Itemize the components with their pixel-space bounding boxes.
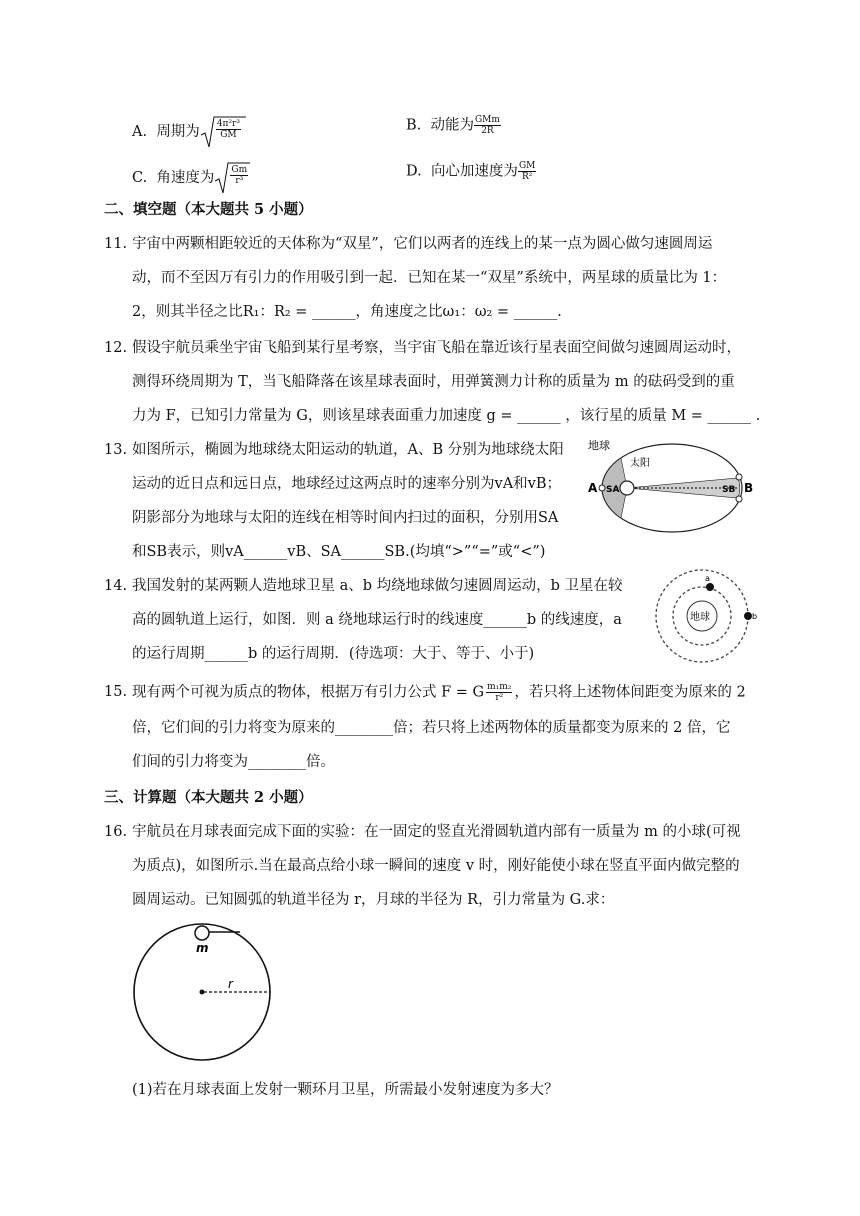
question-text: 圆周运动。已知圆弧的轨道半径为 r，月球的半径为 R，引力常量为 G.求： bbox=[132, 892, 615, 908]
satellite-diagram bbox=[648, 568, 760, 664]
earth-point-b bbox=[736, 496, 742, 502]
label-sb: SB bbox=[722, 485, 736, 495]
question-text: 2，则其半径之比R₁：R₂ = ______，角速度之比ω₁：ω₂ = ______. bbox=[132, 304, 562, 320]
center-point bbox=[200, 990, 205, 995]
question-text: 为质点)，如图所示.当在最高点给小球一瞬间的速度 v 时，刚好能使小球在竖直平面内做完整的 bbox=[132, 858, 740, 874]
question-number: 15. bbox=[104, 684, 128, 700]
question-text: 现有两个可视为质点的物体，根据万有引力公式 F = G $\frac{\text{m₁m₂}}{\text{r²}}$ ，若只将上述物体间距变为原来的 2 bbox=[132, 682, 746, 703]
label-sa: SA bbox=[606, 485, 620, 495]
sqrt-formula: $\frac{Gm}{\text{r³}}$ bbox=[214, 161, 250, 195]
question-number: 16. bbox=[104, 824, 128, 840]
option-d: D. 向心加速度为 $\frac{GM}{\text{R²}}$ bbox=[406, 161, 536, 182]
question-text: 测得环绕周期为 T，当飞船降落在该星球表面时，用弹簧测力计称的质量为 m 的砝码受到的重 bbox=[132, 374, 735, 390]
label-a: A bbox=[588, 481, 598, 495]
sun bbox=[620, 481, 634, 495]
question-number: 14. bbox=[104, 578, 128, 594]
satellite-b bbox=[744, 612, 752, 620]
question-text: 我国发射的某两颗人造地球卫星 a、b 均绕地球做匀速圆周运动，b 卫星在较 bbox=[132, 578, 623, 594]
earth-point-b bbox=[736, 474, 742, 480]
question-text: 阴影部分为地球与太阳的连线在相等时间内扫过的面积，分别用SA bbox=[132, 510, 559, 526]
question-number: 11. bbox=[104, 236, 128, 252]
section-title: 三、计算题（本大题共 2 小题） bbox=[104, 789, 313, 806]
question-text: 宇航员在月球表面完成下面的实验：在一固定的竖直光滑圆轨道内部有一质量为 m 的小球(可视 bbox=[132, 824, 741, 840]
option-b: B. 动能为 $\frac{\text{GMm}}{2R}$ bbox=[406, 115, 500, 136]
question-text: 和SB表示，则vA______vB、SA______SB.(均填“>”“=”或“<”) bbox=[132, 544, 546, 560]
question-text: 动，而不至因万有引力的作用吸引到一起．已知在某一“双星”系统中，两星球的质量比为 1： bbox=[132, 270, 727, 286]
option-c: C. 角速度为 $\frac{Gm}{\text{r³}}$ bbox=[132, 161, 250, 195]
question-text: 宇宙中两颗相距较近的天体称为“双星”，它们以两者的连线上的某一点为圆心做匀速圆周运 bbox=[132, 236, 713, 252]
question-text: 运动的近日点和远日点，地球经过这两点时的速率分别为vA和vB； bbox=[132, 476, 562, 492]
label-earth: 地球 bbox=[588, 439, 610, 452]
label-b: B bbox=[744, 481, 754, 495]
question-number: 12. bbox=[104, 340, 128, 356]
satellite-a bbox=[706, 583, 714, 591]
orbit-diagram bbox=[582, 436, 758, 536]
label-m: m bbox=[196, 941, 209, 955]
label-b: b bbox=[752, 612, 758, 621]
question-text: 假设宇航员乘坐宇宙飞船到某行星考察，当宇宙飞船在靠近该行星表面空间做匀速圆周运动时， bbox=[132, 340, 741, 356]
question-number: 13. bbox=[104, 442, 128, 458]
ball bbox=[195, 926, 209, 940]
question-text: 如图所示，椭圆为地球绕太阳运动的轨道，A、B 分别为地球绕太阳 bbox=[132, 442, 564, 458]
label-sun: 太阳 bbox=[630, 458, 650, 469]
question-text: 倍，它们间的引力将变为原来的________倍；若只将上述两物体的质量都变为原来的 2 倍，它 bbox=[132, 720, 731, 736]
sqrt-formula: $\frac{\text{4π²r³}}{GM}$ bbox=[200, 115, 246, 149]
option-a: A. 周期为 $\frac{\text{4π²r³}}{GM}$ bbox=[132, 115, 246, 149]
label-a: a bbox=[705, 574, 710, 583]
formula-fraction: $\frac{\text{m₁m₂}}{\text{r²}}$ bbox=[487, 682, 512, 703]
question-text: 高的圆轨道上运行，如图．则 a 绕地球运行时的线速度______b 的线速度，a bbox=[132, 612, 622, 628]
earth-point-a bbox=[599, 485, 605, 491]
question-text: 的运行周期______b 的运行周期．(待选项：大于、等于、小于) bbox=[132, 646, 535, 662]
section-title: 二、填空题（本大题共 5 小题） bbox=[104, 201, 313, 218]
circular-track-diagram bbox=[128, 918, 278, 1066]
question-text: 们间的引力将变为________倍。 bbox=[132, 754, 335, 770]
sub-question: (1)若在月球表面上发射一颗环月卫星，所需最小发射速度为多大？ bbox=[132, 1082, 559, 1098]
label-r: r bbox=[228, 977, 233, 991]
label-earth: 地球 bbox=[690, 612, 710, 623]
question-text: 力为 F，已知引力常量为 G，则该星球表面重力加速度 g = ______ ，该行星的质量 M = ______ . bbox=[132, 408, 761, 424]
